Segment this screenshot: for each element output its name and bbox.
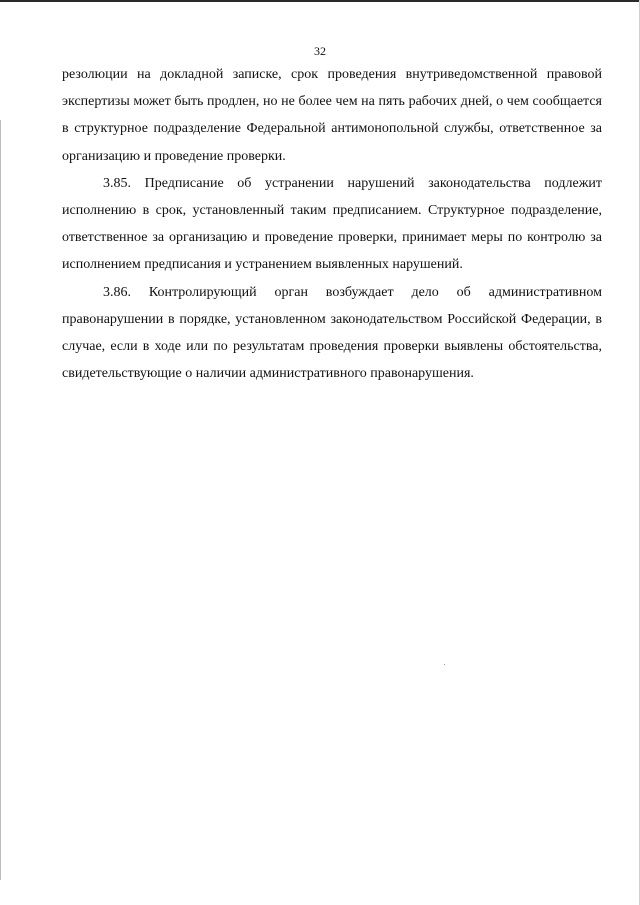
scan-speck xyxy=(444,664,445,665)
paragraph-continuation: резолюции на докладной записке, срок проведения внутриведомственной правовой экспертизы может быть продлен, но не более чем на пять рабочих дней, о чем сообщается в структурное подразделение Федеральной антимонопольной службы, ответственное за организацию и проведение проверки. xyxy=(62,67,602,164)
scan-edge-left xyxy=(0,120,1,880)
paragraph-3-85: 3.85. Предписание об устранении нарушений законодательства подлежит исполнению в срок, установленный таким предписанием. Структурное подразделение, ответственное за организацию и проведение проверки, принимает меры по контролю за исполнением предписания и устранением выявленных нарушений. xyxy=(62,175,602,273)
document-body xyxy=(62,61,602,387)
paragraph-3-86: 3.86. Контролирующий орган возбуждает дело об административном правонарушении в порядке, установленном законодательством Российской Федерации, в случае, если в ходе или по результатам проведения проверки выявлены обстоятельства, свидетельствующие о наличии административного правонарушения. xyxy=(62,284,602,382)
page-number: 32 xyxy=(314,44,326,58)
scan-edge-top xyxy=(0,0,640,2)
